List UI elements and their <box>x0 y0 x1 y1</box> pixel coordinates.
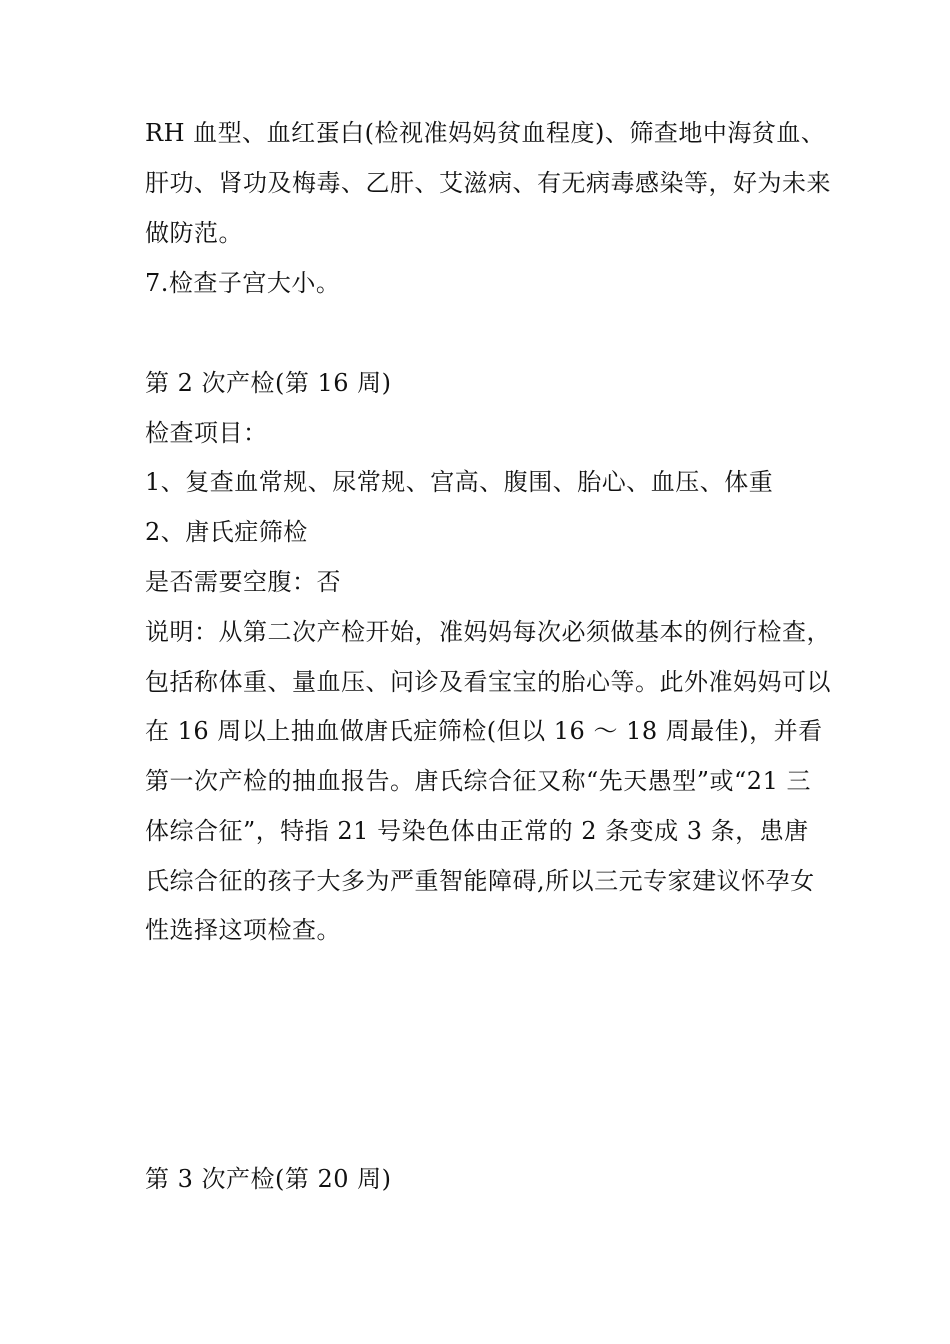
paragraph-line: 做防范。 <box>145 219 243 247</box>
paragraph-line: RH 血型、血红蛋白(检视准妈妈贫血程度)、筛查地中海贫血、 <box>145 119 826 147</box>
list-item: 2、唐氏症筛检 <box>145 518 308 546</box>
paragraph-line: 包括称体重、量血压、问诊及看宝宝的胎心等。此外准妈妈可以 <box>145 668 831 696</box>
label-line: 检查项目： <box>145 419 268 447</box>
paragraph-line: 性选择这项检查。 <box>145 916 341 944</box>
list-item: 1、复查血常规、尿常规、宫高、腹围、胎心、血压、体重 <box>145 468 774 496</box>
paragraph-line: 肝功、肾功及梅毒、乙肝、艾滋病、有无病毒感染等，好为未来 <box>145 169 831 197</box>
section-heading: 第 2 次产检(第 16 周) <box>145 369 392 397</box>
paragraph-line: 说明：从第二次产检开始，准妈妈每次必须做基本的例行检查， <box>145 618 831 646</box>
paragraph-line: 第一次产检的抽血报告。唐氏综合征又称“先天愚型”或“21 三 <box>145 767 811 795</box>
section-heading: 第 3 次产检(第 20 周) <box>145 1165 392 1193</box>
paragraph-line: 在 16 周以上抽血做唐氏症筛检(但以 16 ～ 18 周最佳)，并看 <box>145 717 823 745</box>
list-item: 7.检查子宫大小。 <box>145 269 341 297</box>
paragraph-line: 体综合征”，特指 21 号染色体由正常的 2 条变成 3 条，患唐 <box>145 817 809 845</box>
paragraph-line: 氏综合征的孩子大多为严重智能障碍,所以三元专家建议怀孕女 <box>145 867 815 895</box>
label-line: 是否需要空腹：否 <box>145 568 341 596</box>
